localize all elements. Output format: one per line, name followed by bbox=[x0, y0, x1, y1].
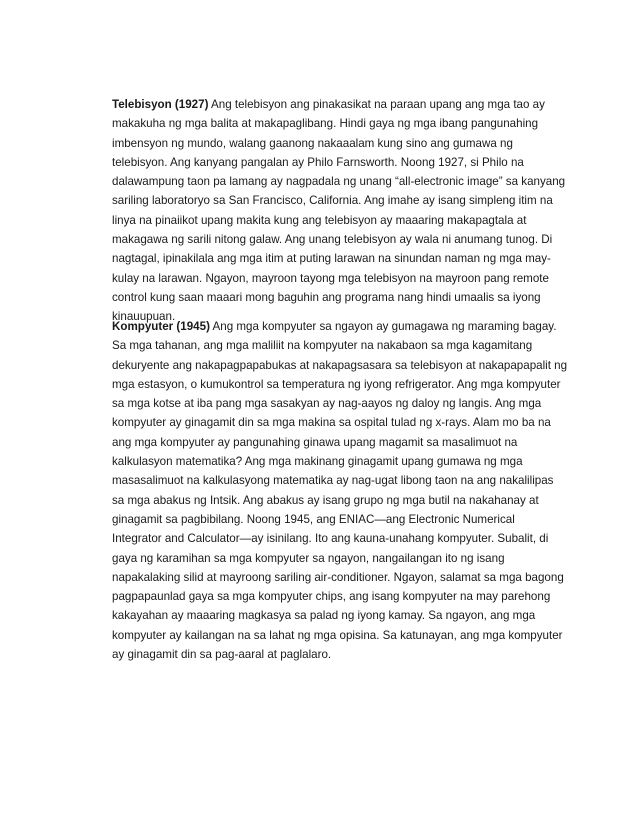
paragraph-line: makagawa ng sarili nitong galaw. Ang unang telebisyon ay wala ni anumang tunog. Di bbox=[112, 233, 553, 247]
paragraph-line-text: Ang mga kompyuter sa ngayon ay gumagawa ng maraming bagay. bbox=[209, 320, 557, 333]
paragraph-line: Sa mga tahanan, ang mga maliliit na kompyuter na nakabaon sa mga kagamitang bbox=[112, 339, 533, 353]
paragraph-line: makakuha ng mga balita at makapaglibang. Hindi gaya ng mga ibang pangunahing bbox=[112, 117, 539, 131]
paragraph-line: linya na pinaiikot upang makita kung ang telebisyon ay maaaring makapagtala at bbox=[112, 213, 527, 227]
paragraph-line: kompyuter ay ginagamit din sa mga makina sa ospital tulad ng x-rays. Alam mo ba na bbox=[112, 416, 551, 430]
paragraph-telebisyon bbox=[112, 95, 572, 327]
paragraph-line: kakayahan ay maaaring magkasya sa palad ng iyong kamay. Sa ngayon, ang mga bbox=[112, 609, 536, 623]
paragraph-line: sariling laboratoryo sa San Francisco, California. Ang imahe ay isang simpleng itim na bbox=[112, 194, 553, 208]
paragraph-line: napakalaking silid at mayroong sariling air-conditioner. Ngayon, salamat sa mga bagong bbox=[112, 570, 564, 584]
paragraph-line: kompyuter ay kailangan na sa lahat ng mga opisina. Sa katunayan, ang mga kompyuter bbox=[112, 628, 563, 642]
paragraph-line: kalkulasyon matematika? Ang mga makinang ginagamit upang gumawa ng mga bbox=[112, 455, 523, 469]
paragraph-line: kinauupuan. bbox=[112, 310, 176, 324]
paragraph-line: kulay na larawan. Ngayon, mayroon tayong mga telebisyon na mayroon pang remote bbox=[112, 271, 549, 285]
paragraph-line: imbensyon ng mundo, walang gaanong nakaaalam kung sino ang gumawa ng bbox=[112, 136, 513, 150]
paragraph-heading: Kompyuter (1945) bbox=[112, 320, 210, 333]
paragraph-line: mga estasyon, o kumukontrol sa temperatura ng iyong refrigerator. Ang mga kompyuter bbox=[112, 377, 561, 391]
paragraph-line: nagtagal, ipinakilala ang mga itim at puting larawan na sinundan naman ng mga may- bbox=[112, 252, 551, 266]
paragraph-kompyuter bbox=[112, 317, 572, 664]
paragraph-line: control kung saan maaari mong baguhin ang programa nang hindi umaalis sa iyong bbox=[112, 290, 541, 304]
paragraph-line: gaya ng karamihan sa mga kompyuter sa ngayon, nangailangan ito ng isang bbox=[112, 551, 505, 565]
paragraph-line: Integrator and Calculator—ay isinilang. Ito ang kauna-unahang kompyuter. Subalit, di bbox=[112, 532, 549, 546]
paragraph-line: dekuryente ang nakapagpapabukas at nakapagsasara sa telebisyon at nakapapapalit ng bbox=[112, 358, 568, 372]
paragraph-line: dalawampung taon pa lamang ay nagpadala ng unang “all-electronic image” sa kanyang bbox=[112, 175, 566, 189]
paragraph-line: ang mga kompyuter ay pangunahing ginawa upang magamit sa masalimuot na bbox=[112, 435, 518, 449]
paragraph-line bbox=[112, 317, 572, 336]
paragraph-line: telebisyon. Ang kanyang pangalan ay Philo Farnsworth. Noong 1927, si Philo na bbox=[112, 155, 524, 169]
paragraph-line: ay ginagamit din sa pag-aaral at paglalaro. bbox=[112, 648, 332, 662]
paragraph-heading: Telebisyon (1927) bbox=[112, 98, 209, 111]
paragraph-line bbox=[112, 95, 572, 114]
paragraph-line: ginagamit sa pagbibilang. Noong 1945, ang ENIAC—ang Electronic Numerical bbox=[112, 512, 515, 526]
paragraph-line: masasalimuot na kalkulasyong matematika ay nag-ugat libong taon na ang nakalilipas bbox=[112, 474, 554, 488]
paragraph-line: sa mga abakus ng Intsik. Ang abakus ay isang grupo ng mga butil na nakahanay at bbox=[112, 493, 539, 507]
paragraph-line: sa mga kotse at iba pang mga sasakyan ay nag-aayos ng daloy ng langis. Ang mga bbox=[112, 397, 542, 411]
paragraph-line-text: Ang telebisyon ang pinakasikat na paraan upang ang mga tao ay bbox=[208, 98, 545, 111]
paragraph-line: pagpapaunlad gaya sa mga kompyuter chips, ang isang kompyuter na may parehong bbox=[112, 590, 551, 604]
